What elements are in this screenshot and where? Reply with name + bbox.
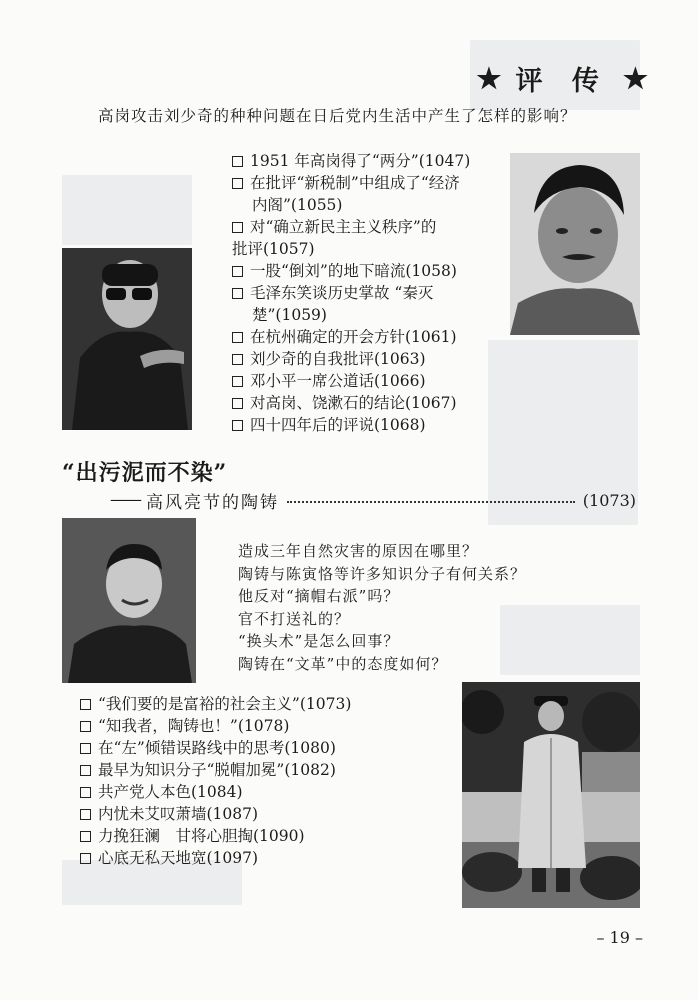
star-icon: ★: [622, 61, 648, 95]
star-icon: ★: [476, 61, 502, 95]
toc-item-continued: 批评(1057): [232, 240, 315, 258]
checkbox-icon: [232, 398, 243, 409]
header-title: [476, 60, 648, 96]
checkbox-icon: [232, 178, 243, 189]
section-subtitle: 高风亮节的陶铸: [146, 492, 279, 513]
checkbox-icon: [232, 266, 243, 277]
checkbox-icon: [80, 699, 91, 710]
section-heading: 评 传: [515, 65, 609, 97]
checkbox-icon: [232, 420, 243, 431]
checkbox-icon: [232, 376, 243, 387]
toc-item: 力挽狂澜 甘将心胆掏(1090): [80, 825, 351, 847]
toc-item: 四十四年后的评说(1068): [232, 414, 470, 436]
toc-list-tao-zhu: [80, 693, 351, 869]
toc-list-gao-gang: [232, 150, 470, 436]
toc-item: 邓小平一席公道话(1066): [232, 370, 470, 392]
toc-item: 1951 年高岗得了“两分”(1047): [232, 150, 470, 172]
checkbox-icon: [80, 809, 91, 820]
toc-item: 一股“倒刘”的地下暗流(1058): [232, 260, 470, 282]
page-number: – 19 –: [596, 928, 643, 947]
subtitle-dash: ——: [110, 490, 140, 510]
bleed-through-block: [62, 175, 192, 245]
toc-item: 刘少奇的自我批评(1063): [232, 348, 470, 370]
photo-man-in-coat: [462, 682, 640, 908]
toc-item: 内忧未艾叹萧墙(1087): [80, 803, 351, 825]
toc-item: 毛泽东笑谈历史掌故 “秦灭: [232, 282, 470, 304]
checkbox-icon: [80, 721, 91, 732]
question-item: 造成三年自然灾害的原因在哪里？: [238, 542, 479, 560]
toc-item: 心底无私天地宽(1097): [80, 847, 351, 869]
checkbox-icon: [80, 831, 91, 842]
section-title: “出污泥而不染”: [62, 460, 228, 486]
section-subtitle-row: [110, 488, 636, 512]
question-item: 他反对“摘帽右派”吗？: [238, 587, 400, 605]
toc-item: 在杭州确定的开会方针(1061): [232, 326, 470, 348]
photo-portrait-tao-zhu: [62, 518, 196, 683]
question-item: 陶铸与陈寅恪等许多知识分子有何关系？: [238, 564, 527, 583]
toc-item: 共产党人本色(1084): [80, 781, 351, 803]
toc-item: 对“确立新民主主义秩序”的: [232, 216, 470, 238]
checkbox-icon: [232, 354, 243, 365]
dot-leader: [287, 501, 575, 503]
checkbox-icon: [80, 787, 91, 798]
toc-item-continued: 楚”(1059): [252, 306, 327, 324]
toc-item: 在批评“新税制”中组成了“经济: [232, 172, 470, 194]
section-page-ref: (1073): [582, 490, 636, 510]
checkbox-icon: [232, 288, 243, 299]
toc-item: “知我者，陶铸也！”(1078): [80, 715, 351, 737]
question-line: 高岗攻击刘少奇的种种问题在日后党内生活中产生了怎样的影响？: [98, 107, 577, 125]
question-item: 官不打送礼的？: [238, 609, 351, 628]
toc-item-continued: 内阁”(1055): [252, 196, 343, 214]
question-item: “换头术”是怎么回事？: [238, 632, 400, 650]
photo-portrait-gao-gang: [510, 153, 640, 335]
toc-item: “我们要的是富裕的社会主义”(1073): [80, 693, 351, 715]
checkbox-icon: [80, 743, 91, 754]
checkbox-icon: [232, 332, 243, 343]
toc-item: 对高岗、饶漱石的结论(1067): [232, 392, 470, 414]
toc-item: 在“左”倾错误路线中的思考(1080): [80, 737, 351, 759]
question-item: 陶铸在“文革”中的态度如何？: [238, 654, 448, 673]
checkbox-icon: [232, 222, 243, 233]
checkbox-icon: [80, 853, 91, 864]
checkbox-icon: [80, 765, 91, 776]
toc-item: 最早为知识分子“脱帽加冕”(1082): [80, 759, 351, 781]
question-list: [238, 540, 526, 675]
photo-portrait-sunglasses: [62, 248, 192, 430]
checkbox-icon: [232, 156, 243, 167]
